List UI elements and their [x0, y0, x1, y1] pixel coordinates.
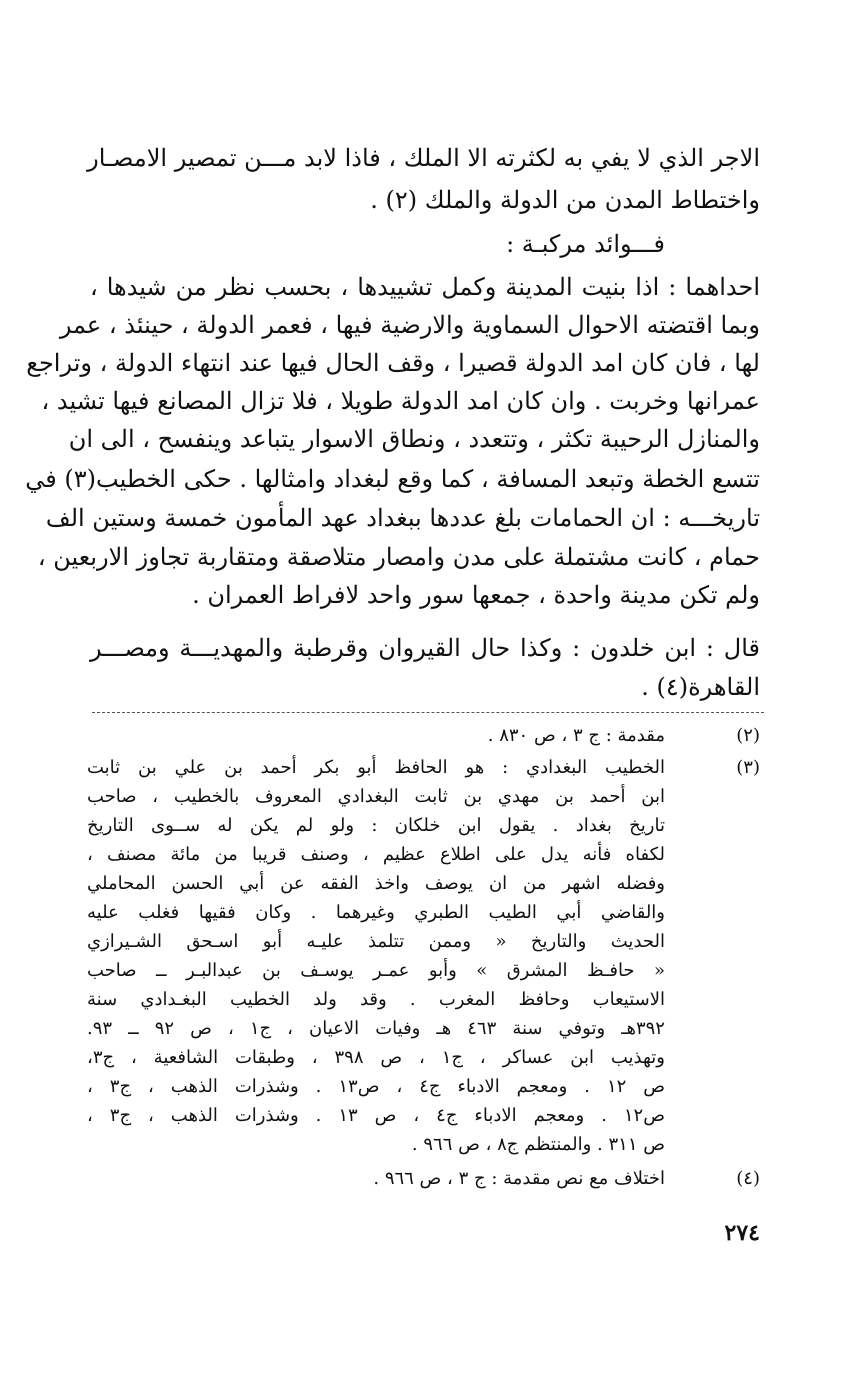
footnote-line: وتهذيب ابن عساكر ، ج١ ، ص ٣٩٨ ، وطبقات الشافعية ، ج٣،	[87, 1047, 665, 1068]
footnote-line: ص١٢ . ومعجم الادباء ج٤ ، ص ١٣ . وشذرات الذهب ، ج٣ ،	[87, 1105, 665, 1126]
footnote-divider	[92, 712, 764, 713]
footnote-line: والقاضي أبي الطيب الطبري وغيرهما . وكان فقيها فغلب عليه	[87, 902, 665, 923]
footnote-line: ص ١٢ . ومعجم الادباء ج٤ ، ص١٣ . وشذرات الذهب ، ج٣ ،	[87, 1076, 666, 1097]
footnote-line: ٣٩٢هـ وتوفي سنة ٤٦٣ هـ وفيات الاعيان ، ج١ ، ص ٩٢ ــ ٩٣.	[87, 1018, 665, 1039]
body-line: تاريخـــه : ان الحمامات بلغ عددها ببغداد عهد المأمون خمسة وستين الف	[45, 504, 760, 532]
footnote-line: مقدمة : ج ٣ ، ص ٨٣٠ .	[487, 725, 665, 746]
body-line: والمنازل الرحيبة تكثر ، وتتعدد ، ونطاق الاسوار يتباعد وينفسح ، الى ان	[68, 425, 760, 453]
footnote-number: (٤)	[736, 1168, 760, 1189]
footnote-number: (٢)	[736, 725, 760, 746]
body-line: لها ، فان كان امد الدولة قصيرا ، وقف الحال فيها عند انتهاء الدولة ، وتراجع	[26, 349, 760, 377]
footnote-line: ابن أحمد بن مهدي بن ثابت البغدادي المعروف بالخطيب ، صاحب	[87, 786, 665, 807]
body-line: قال : ابن خلدون : وكذا حال القيروان وقرطبة والمهديـــة ومصـــر	[90, 634, 760, 662]
body-line: عمرانها وخربت . وان كان امد الدولة طويلا ، فلا تزال المصانع فيها تشيد ،	[41, 387, 760, 415]
footnote-line: الاستيعاب وحافظ المغرب . وقد ولد الخطيب البغـدادي سنة	[87, 989, 665, 1010]
body-line: القاهرة(٤) .	[641, 673, 760, 701]
footnote-line: ص ٣١١ . والمنتظم ج٨ ، ص ٩٦٦ .	[411, 1134, 665, 1155]
body-line: احداهما : اذا بنيت المدينة وكمل تشييدها ، بحسب نظر من شيدها ،	[90, 273, 760, 301]
footnote-line: وفضله اشهر من ان يوصف واخذ الفقه عن أبي الحسن المحاملي	[87, 873, 665, 894]
footnote-line: الخطيب البغدادي : هو الحافظ أبو بكر أحمد بن علي بن ثابت	[87, 757, 665, 778]
body-line: تتسع الخطة وتبعد المسافة ، كما وقع لبغداد وامثالها . حكى الخطيب(٣) في	[25, 465, 760, 493]
footnote-line: اختلاف مع نص مقدمة : ج ٣ ، ص ٩٦٦ .	[373, 1168, 665, 1189]
footnote-line: لكفاه فأنه يدل على اطلاع عظيم ، وصنف قريبا من مائة مصنف ،	[87, 844, 665, 865]
footnote-line: تاريخ بغداد . يقول ابن خلكان : ولو لم يكن له ســوى التاريخ	[87, 815, 665, 836]
body-line: واختطاط المدن من الدولة والملك (٢) .	[370, 186, 760, 214]
page-number: ٢٧٤	[724, 1220, 760, 1246]
footnote-line: « حافـظ المشرق » وأبو عمـر يوسـف بن عبدالبـر ــ صاحب	[87, 960, 665, 981]
footnote-line: الحديث والتاريخ « وممن تتلمذ عليـه أبو اسـحق الشـيرازي	[87, 931, 665, 952]
body-line: حمام ، كانت مشتملة على مدن وامصار متلاصقة ومتقاربة تجاوز الاربعين ،	[37, 543, 760, 571]
section-heading: فـــوائد مركبـة :	[506, 230, 665, 258]
body-line: ولم تكن مدينة واحدة ، جمعها سور واحد لافراط العمران .	[192, 581, 760, 609]
body-line: الاجر الذي لا يفي به لكثرته الا الملك ، فاذا لابد مـــن تمصير الامصـار	[87, 144, 760, 172]
footnote-number: (٣)	[736, 757, 760, 778]
body-line: وبما اقتضته الاحوال السماوية والارضية فيها ، فعمر الدولة ، حينئذ ، عمر	[59, 311, 760, 339]
